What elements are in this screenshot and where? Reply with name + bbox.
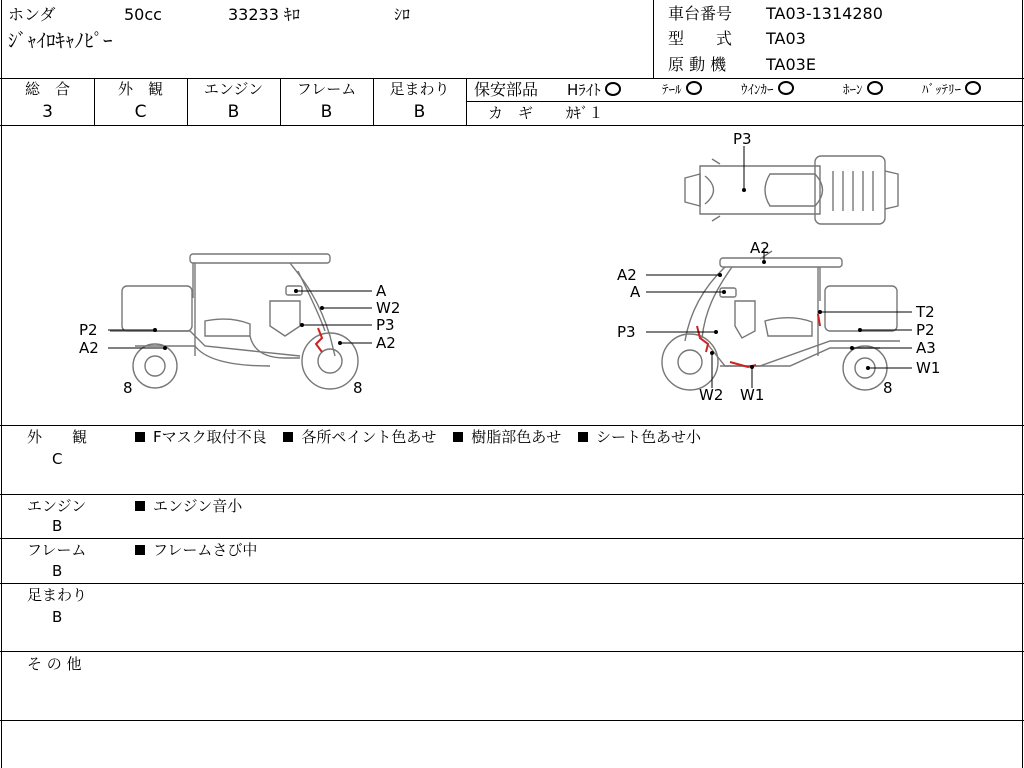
right-label-p3: P3 (617, 323, 636, 341)
notes-divider (0, 651, 1024, 652)
note-items-engine (135, 497, 242, 515)
left-label-w2: W2 (376, 299, 401, 317)
maker-name: ホンダ (8, 5, 56, 24)
note-item: フレームさび中 (153, 541, 258, 559)
mileage: 33233 ｷﾛ (228, 5, 300, 24)
right-label-w2: W2 (699, 386, 724, 404)
grade-value-frame: B (320, 102, 333, 122)
note-section-other: そ の 他 (27, 655, 82, 673)
note-item: シート色あせ小 (596, 428, 702, 446)
safety-battery-label: ﾊﾞｯﾃﾘｰ (922, 83, 961, 98)
bullet-square-icon (283, 432, 293, 442)
ok-circle-icon (867, 81, 883, 95)
bullet-square-icon (135, 501, 145, 511)
right-label-a3: A3 (916, 339, 936, 357)
safety-horn-label: ﾎｰﾝ (843, 83, 863, 98)
notes-divider (0, 494, 1024, 495)
frame-number-label: 車台番号 (668, 4, 733, 23)
left-tire-rear-depth: 8 (353, 379, 363, 397)
scooter-right-view (662, 251, 900, 390)
safety-row-divider (466, 101, 1022, 102)
safety-horn (843, 81, 883, 100)
left-callout-lines (108, 291, 372, 348)
right-tire-depth: 8 (883, 379, 893, 397)
safety-battery (922, 81, 981, 100)
ok-circle-icon (965, 81, 981, 95)
grade-header-frame: フレーム (296, 80, 357, 98)
type-label: 型 式 (668, 29, 733, 48)
bullet-square-icon (578, 432, 588, 442)
right-label-w1: W1 (740, 386, 765, 404)
left-label-a2: A2 (376, 334, 396, 352)
bullet-square-icon (453, 432, 463, 442)
note-items-frame (135, 541, 257, 559)
grade-value-overall: 3 (42, 102, 53, 122)
bullet-square-icon (135, 432, 145, 442)
safety-headlight-label: Hﾗｲﾄ (567, 81, 601, 99)
top-label-p3: P3 (733, 130, 752, 148)
scooter-left-view (110, 254, 358, 389)
note-section-exterior: 外 観 (27, 428, 88, 446)
safety-taillight-label: ﾃｰﾙ (662, 83, 682, 98)
note-grade-engine: B (52, 517, 63, 535)
safety-parts-label: 保安部品 (474, 80, 539, 99)
left-tire-front-depth: 8 (123, 379, 133, 397)
right-label-t2: T2 (916, 303, 935, 321)
damage-mark (316, 328, 322, 352)
safety-taillight (662, 81, 702, 100)
note-grade-exterior: C (52, 450, 63, 468)
grade-header-overall: 総 合 (24, 80, 70, 98)
bullet-square-icon (135, 545, 145, 555)
note-item: Fマスク取付不良 (153, 428, 267, 446)
note-grade-frame: B (52, 562, 63, 580)
right-label-a2-roof: A2 (750, 239, 770, 257)
right-callout-dots (710, 260, 870, 370)
notes-divider (0, 538, 1024, 539)
body-color: ｼﾛ (394, 5, 411, 24)
engine-model-label: 原 動 機 (668, 55, 727, 74)
left-label-a: A (376, 282, 387, 300)
safety-winker-label: ｳｲﾝｶｰ (741, 83, 774, 98)
engine-model-value: TA03E (766, 55, 816, 74)
notes-divider (0, 720, 1024, 721)
note-section-suspension: 足まわり (27, 586, 88, 604)
grade-value-engine: B (227, 102, 240, 122)
note-grade-suspension: B (52, 608, 63, 626)
note-item: エンジン音小 (153, 497, 243, 515)
grade-value-suspension: B (413, 102, 426, 122)
ok-circle-icon (605, 82, 621, 96)
note-item: 樹脂部色あせ (471, 428, 562, 446)
grade-header-suspension: 足まわり (389, 80, 450, 98)
key-value: ｶｷﾞ１ (566, 104, 604, 122)
right-label-w1-wheel: W1 (916, 359, 941, 377)
key-label: カ ギ (488, 104, 534, 122)
right-label-p2: P2 (916, 321, 935, 339)
note-section-frame: フレーム (27, 541, 87, 559)
left-label-p2: P2 (79, 321, 98, 339)
left-label-p3: P3 (376, 316, 395, 334)
safety-headlight (567, 81, 621, 99)
note-items-exterior (135, 428, 701, 446)
left-label-a2-rear: A2 (79, 339, 99, 357)
note-item: 各所ペイント色あせ (301, 428, 437, 446)
damage-diagram (0, 126, 1024, 426)
grade-value-exterior: C (134, 102, 147, 122)
notes-divider (0, 583, 1024, 584)
scooter-top-view (685, 156, 898, 224)
grades-top-border (0, 78, 1024, 79)
grade-header-exterior: 外 観 (117, 80, 163, 98)
note-section-engine: エンジン (27, 497, 87, 515)
safety-winker (741, 81, 794, 100)
notes-top-border (0, 425, 1024, 426)
ok-circle-icon (778, 81, 794, 95)
displacement: 50cc (124, 5, 162, 24)
model-name: ｼﾞｬｲﾛｷｬﾉﾋﾟｰ (8, 30, 113, 52)
right-label-a2: A2 (617, 266, 637, 284)
right-label-a: A (630, 283, 641, 301)
grade-header-engine: エンジン (203, 80, 264, 98)
frame-number: TA03-1314280 (766, 4, 883, 23)
ok-circle-icon (686, 81, 702, 95)
type-value: TA03 (766, 29, 806, 48)
header-divider (653, 0, 654, 78)
